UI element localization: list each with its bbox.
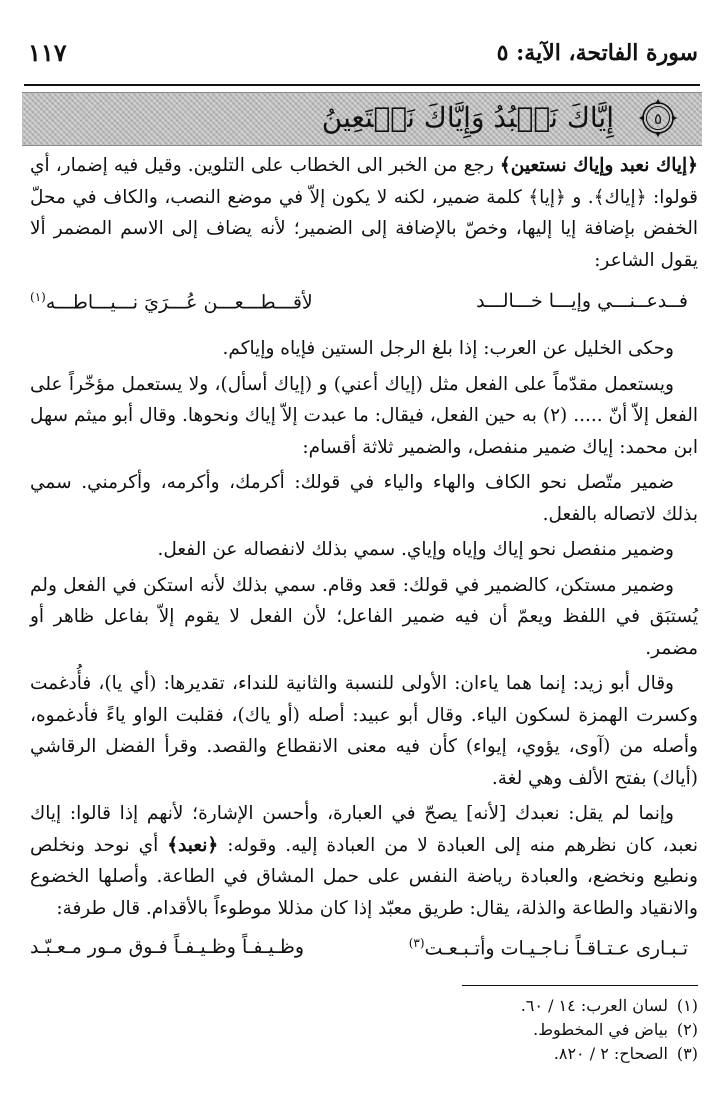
header-divider [24, 84, 700, 86]
ayah-number: ٥ [653, 110, 663, 128]
paragraph-2: وحكى الخليل عن العرب: إذا بلغ الرجل الستين فإياه وإياكم. [222, 338, 674, 359]
paragraph-3: ويستعمل مقدّماً على الفعل مثل (إياك أعني) و (إياك أسأل)، ولا يستعمل مؤخّراً على الفعل إلاّ أنّ ..... (٢) به حين الفعل، فيقال: ما عبدت إلاّ إياك ونحوها. وقال أبو ميثم سهل ابن محمد: إياك ضمير منفصل، والضمير ثلاثة أقسام: [30, 373, 698, 458]
poetry-line-1-second-hemistich: لأقـــطـــعـــن عُـــرَيَ نـــيـــاطـــه$^{(١)}$ [30, 290, 313, 314]
footnote-1: (١)لسان العرب: ١٤ / ٦٠. [520, 996, 698, 1015]
running-header-sura: سورة الفاتحة، الآية: ٥ [496, 40, 698, 66]
footnote-3: (٣)الصحاح: ٢ / ٨٢٠. [553, 1044, 698, 1063]
footnote-divider [462, 985, 698, 986]
paragraph-1-text: رجع من الخبر الى الخطاب على التلوين. وقيل فيه إضمار، أي قولوا: ﴿إياك﴾. و ﴿إيا﴾ كلمة ضمير، لكنه لا يكون إلاّ في موضع النصب، والكاف في محلّ الخفض بإضافة إيا إليها، وخصّ بالإضافة إلى الضمير؛ لأنه يضاف إلى الاسم المضمر ألا يقول الشاعر: [30, 155, 698, 271]
footnote-ref-3: (٣) [408, 936, 425, 950]
footnotes [278, 994, 698, 1066]
poetry-line-1-first-hemistich: فــدعــنـــي وإيـــا خـــالـــد [476, 290, 688, 312]
poetry-line-2 [30, 936, 688, 968]
paragraph-4: ضمير متّصل نحو الكاف والهاء والياء في قولك: أكرمك، وأكرمه، وأكرمني. سمي بذلك لاتصاله بالفعل. [30, 472, 698, 525]
poetry-line-1 [30, 290, 688, 322]
footnote-ref-1: (١) [30, 290, 46, 304]
verse-quote: ﴿إياك نعبد وإياك نستعين﴾ [499, 155, 698, 176]
verse-quote-2: ﴿نعبد﴾ [167, 834, 219, 856]
footnote-2: (٢)بياض في المخطوط. [533, 1020, 698, 1039]
commentary-body [30, 150, 698, 280]
banner-verse-text: إِيَّاكَ نَعۡبُدُ وَإِيَّاكَ نَسۡتَعِينُ [321, 101, 614, 134]
paragraph-1 [30, 150, 698, 276]
ayah-end-marker-icon [636, 98, 680, 138]
commentary-body-2 [30, 333, 698, 928]
paragraph-8: وإنما لم يقل: نعبدك [لأنه] يصحّ في العبارة، وأحسن الإشارة؛ لأنهم إذا قالوا: إياك نعبد، كان نظرهم منه إلى العبادة لا من العبادة إليه. وقوله: ﴿نعبد﴾ أي نوحد ونخلص ونطيع ونخضع، والعبادة رياضة النفس على حمل المشاق في الطاعة. وأصلها الخضوع والانقياد والطاعة والذلة، يقال: طريق معبّد إذا كان مذللا موطوءاً بالأقدام. قال طرفة: [30, 803, 698, 919]
paragraph-6: وضمير مستكن، كالضمير في قولك: قعد وقام. سمي بذلك لأنه استكن في الفعل ولم يُستبَق في اللفظ ويعمّ أن فيه ضمير الفاعل؛ لأن الفعل لا يقوم إلاّ بفاعل ظاهر أو مضمر. [30, 574, 698, 659]
poetry-line-2-first-hemistich: تـبـارى عـتـاقـاً نـاجـيـات وأتـبـعـت$^{(٣)}$ [408, 936, 688, 960]
verse-banner [22, 92, 702, 146]
page-number: ١١٧ [28, 38, 67, 67]
poetry-line-2-second-hemistich: وظـيـفـاً وظـيـفـاً فـوق مـور مـعـبّـد [30, 936, 305, 958]
paragraph-7: وقال أبو زيد: إنما هما ياءان: الأولى للنسبة والثانية للنداء، تقديرها: (أي يا)، فأُدغمت وكسرت الهمزة لسكون الياء. وقال أبو عبيد: أصله (أو ياك)، فقلبت الواو ياءً فأدغموه، وأصله من (آوى، يؤوي، إيواء) كأن فيه معنى الانقطاع والقصد. وقرأ الفضل الرقاشي (أياك) بفتح الألف وهي لغة. [30, 673, 698, 789]
paragraph-5: وضمير منفصل نحو إياك وإياه وإياي. سمي بذلك لانفصاله عن الفعل. [157, 539, 674, 560]
